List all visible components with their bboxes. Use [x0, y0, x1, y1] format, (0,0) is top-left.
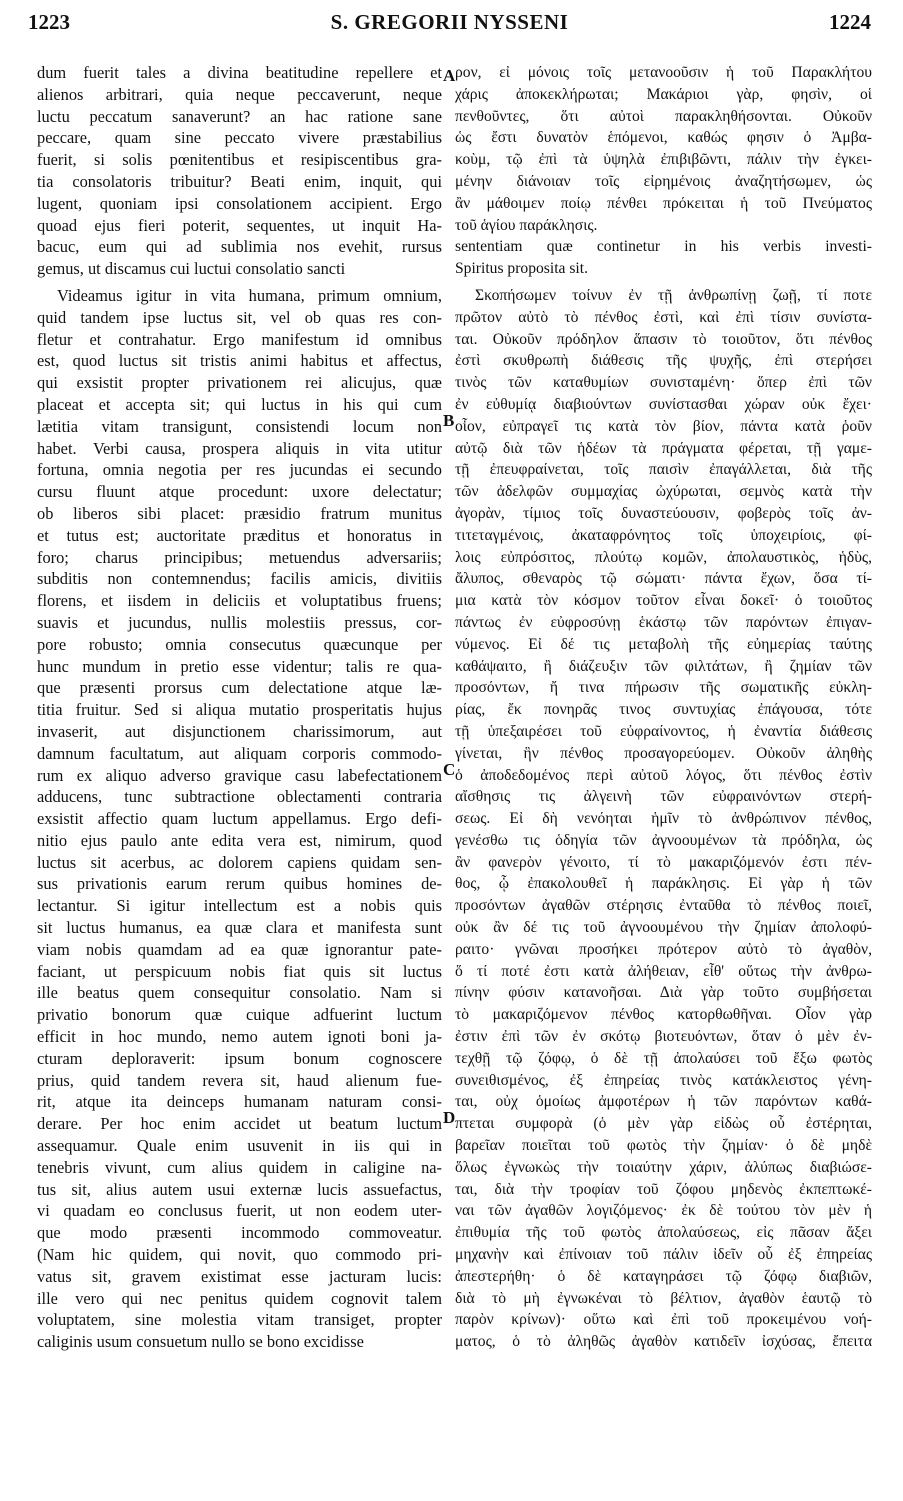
- greek-text-line: ται, διὰ τὴν τροφίαν τοῦ ζόφου μηδενὸς ἐκπεπτωκέ-: [455, 1180, 872, 1198]
- latin-text-line: luctu peccatum sanaverunt? an hac ratione sane: [37, 106, 442, 126]
- greek-text-line: νύμενος. Εἰ δέ τις μεταβολὴ τῆς εὐημερίας ταύτης: [455, 635, 872, 653]
- greek-text-line: ται. Οὐκοῦν πρόδηλον ἅπασιν τὸ τοιοῦτον, ὅτι πένθος: [455, 330, 872, 348]
- greek-text-line: μια κατὰ τὸν κόσμον τοῦτον εἶναι δοκεῖ· ὁ τοιοῦτος: [455, 592, 872, 610]
- latin-text-line: quid tandem ipse luctus sit, vel ob quas res con-: [37, 307, 442, 327]
- greek-text-line: τὸ μακαριζόμενον πένθος κατορθωθῆναι. Οἷον γὰρ: [455, 1006, 872, 1024]
- greek-text-line: ἐν εὐθυμίᾳ διαβιούντων συνίστασθαι χώραν οὐκ ἔχει·: [455, 395, 872, 413]
- left-page-number: 1223: [28, 10, 70, 34]
- latin-text-line: sit luctus humanus, ea quæ clara et manifesta sunt: [37, 918, 442, 938]
- latin-text-line: adducens, tunc subtractione oblectamenti contraria: [37, 787, 442, 807]
- latin-text-line: rit, atque ita deinceps humanam naturam consi-: [37, 1092, 442, 1112]
- latin-text-line: quoad ejus fieri poterit, sequentes, ut inquit Ha-: [37, 215, 442, 235]
- greek-text-line: συνειθισμένος, ἐξ ἐπηρείας τινὸς κατάκλειστος γένη-: [455, 1071, 872, 1089]
- latin-text-line: tenebris vivunt, cum alius quidem in caligine na-: [37, 1157, 442, 1177]
- latin-text-line: sus privationis earum rerum quibus homines de-: [37, 874, 442, 894]
- latin-column: [37, 62, 442, 1353]
- latin-text-line: gemus, ut discamus cui luctui consolatio sancti: [37, 259, 346, 279]
- greek-text-line: ρίας, ἔκ πονηρᾶς τινος συντυχίας ἐπάγουσα, τότε: [455, 701, 872, 719]
- latin-text-line: prius, quid tandem revera sit, haud alienum fue-: [37, 1070, 442, 1090]
- latin-text-line: damnum facultatum, aut aliquam corporis commodo-: [37, 743, 442, 763]
- section-marker-a: A: [443, 66, 456, 85]
- section-marker-c: C: [443, 760, 456, 779]
- latin-text-line: Videamus igitur in vita humana, primum omnium,: [57, 285, 442, 305]
- greek-text-line: ἐστιν ἐπὶ τῶν ἐν σκότῳ βιοτευόντων, ὅταν ὁ μὲν ἐν-: [455, 1028, 872, 1046]
- right-page-number: 1224: [829, 10, 871, 34]
- greek-text-line: καθάψαιτο, ἢ διάζευξιν τῶν φιλτάτων, ἢ ζημίαν τῶν: [455, 657, 872, 675]
- greek-text-line: σεως. Εἰ δὴ νενόηται ἡμῖν τὸ ἀνθρώπινον πένθος,: [455, 810, 872, 828]
- greek-text-line: ἀπεστερήθη· ὁ δὲ καταγηράσει τῷ ζόφῳ διαβιῶν,: [455, 1267, 872, 1285]
- greek-text-line: γίνεται, ἣν πένθος προσαγορεύομεν. Οὐκοῦν ἀληθὴς: [455, 744, 872, 762]
- greek-text-line: διὰ τὸ μὴ ἐγνωκέναι τὸ βέλτιον, ἀγαθὸν ἑαυτῷ τὸ: [455, 1289, 872, 1307]
- greek-text-line: θος, ᾧ ἐπακολουθεῖ ἡ παράκλησις. Εἰ γὰρ ἡ τῶν: [455, 875, 872, 893]
- latin-text-line: qui exsistit propter privationem rei alicujus, quæ: [37, 373, 442, 393]
- latin-text-line: rum ex aliquo adverso gravique casu labefectationem: [37, 765, 442, 785]
- greek-text-line: βαρεῖαν ποιεῖται τοῦ φωτὸς τὴν ζημίαν· ὁ δὲ μηδὲ: [455, 1137, 872, 1155]
- greek-text-line: ται, οὐχ ὁμοίως ἀμφοτέρων ἡ τῶν παρόντων καθά-: [455, 1093, 872, 1111]
- latin-text-line: alienos arbitrari, quia neque peccaverunt, neque: [37, 84, 442, 104]
- latin-text-line: lætitia vitam transigunt, consistendi locum non: [37, 416, 442, 436]
- latin-text-line: peccare, quam sine peccato vivere præstabilius: [37, 128, 442, 148]
- greek-text-line: Spiritus proposita sit.: [455, 260, 588, 278]
- latin-text-line: suavis et jucundus, nullis molestiis pressus, cor-: [37, 612, 442, 632]
- latin-text-line: fortuna, omnia negotia per res jucundas ei secundo: [37, 460, 442, 480]
- latin-text-line: que modo præsenti incommodo commoveatur.: [37, 1223, 442, 1243]
- greek-text-line: πενθοῦντες, ὅτι αὐτοὶ παρακληθήσονται. Οὐκοῦν: [455, 107, 872, 125]
- latin-text-line: ille vero qui nec penitus quidem cognovit talem: [37, 1288, 442, 1308]
- latin-text-line: lectantur. Si igitur intellectum est a nobis quis: [37, 896, 442, 916]
- latin-text-line: tia consolatoris tribuitur? Beati enim, inquit, qui: [37, 171, 442, 191]
- greek-text-line: ὅλως ἐγνωκὼς τὴν τοιαύτην χάριν, ἀλύπως διαβιώσε-: [455, 1158, 872, 1176]
- greek-text-line: τῇ ἐπευφραίνεται, τοῖς παισὶν ἐπαγάλλεται, διὰ τῆς: [455, 461, 872, 479]
- latin-text-line: dum fuerit tales a divina beatitudine repellere et: [37, 63, 442, 82]
- latin-text-line: privatio bonorum quæ cuique adfuerint luctum: [37, 1005, 442, 1025]
- latin-text-line: efficit in hoc mundo, nemo autem ignoti boni ja-: [37, 1027, 442, 1047]
- greek-text-line: τῇ ὑπεξαιρέσει τοῦ εὐφραίνοντος, ἡ ἐναντία διάθεσις: [455, 722, 872, 740]
- latin-text-line: caliginis usum consuetum nullo se bono excidisse: [37, 1332, 364, 1352]
- greek-text-line: λοις εὐπρόσιτος, πλούτῳ κομῶν, ἀπολαυστικὸς, ἡδὺς,: [455, 548, 872, 566]
- greek-text-line: ραιτο· γνῶναι προσήκει πρότερον αὐτὸ τὸ ἀγαθὸν,: [455, 940, 872, 958]
- section-marker-d: D: [443, 1108, 456, 1127]
- greek-text-line: χάρις ἀποκεκλήρωται; Μακάριοι γὰρ, φησὶν, οἱ: [455, 85, 872, 103]
- greek-text-line: ἀγορὰν, τίμιος τοῖς δυναστεύουσιν, φοβερὸς τοῖς ἀν-: [455, 504, 872, 522]
- greek-text-line: αὐτῷ διὰ τῶν ἡδέων τὰ πράγματα φέρεται, τῇ γαμε-: [455, 439, 872, 457]
- greek-text-line: ἂν φανερὸν γένοιτο, τί τὸ μακαριζόμενόν ἐστι πέν-: [455, 853, 872, 871]
- latin-text-line: invaserit, aut disjunctionem charissimorum, aut: [37, 721, 442, 741]
- greek-text-line: μηχανὴν καὶ ἐπίνοιαν τοῦ πάλιν ἰδεῖν οὗ ἐξ ἐπηρείας: [455, 1246, 872, 1264]
- latin-text-line: ob liberos sibi placet: præsidio fratrum munitus: [37, 503, 442, 523]
- latin-text-line: faciant, ut perspicuum nobis fiat quis sit luctus: [37, 961, 442, 981]
- greek-text-line: ὡς ἔστι δυνατὸν ἑπόμενοι, καθώς φησιν ὁ Ἀμβα-: [455, 129, 872, 147]
- greek-text-line: ναι τῶν ἀγαθῶν λογιζόμενος· ἐκ δὲ τούτου τὸν μὲν ἡ: [455, 1202, 872, 1220]
- latin-text-line: lugent, quoniam ipsi consolationem accipient. Ergo: [37, 193, 442, 213]
- latin-text-line: habet. Verbi causa, prospera aliquis in vita utitur: [37, 438, 442, 458]
- running-title: S. GREGORII NYSSENI: [330, 10, 569, 34]
- greek-text-line: Σκοπήσωμεν τοίνυν ἐν τῇ ἀνθρωπίνῃ ζωῇ, τί ποτε: [475, 286, 872, 304]
- latin-text-line: tus sit, alius autem usui externæ lucis assuefactus,: [37, 1179, 442, 1199]
- latin-text-line: pore robusto; omnia consecutus quæcunque per: [37, 634, 442, 654]
- running-header: [28, 10, 871, 40]
- greek-text-line: τινὸς τῶν καταθυμίων συνισταμένη· ὅπερ ἐπὶ τῶν: [455, 374, 872, 392]
- greek-text-line: παρὸν κρίνων)· οὕτω καὶ ἐπὶ τοῦ προκειμένου νοή-: [455, 1311, 872, 1329]
- greek-text-line: πίνην φύσιν κατανοῆσαι. Διὰ γὰρ τοῦτο συμβήσεται: [455, 984, 872, 1002]
- latin-text-line: (Nam hic quidem, qui novit, quo commodo pri-: [37, 1245, 442, 1265]
- greek-column: [455, 62, 872, 1353]
- greek-text-line: προσόντων ἀγαθῶν στέρησις ἐνταῦθα τὸ πένθος ποιεῖ,: [455, 897, 872, 915]
- greek-text-line: κοὺμ, τῷ ἐπὶ τὰ ὑψηλὰ ἐπιβιβῶντι, πάλιν τὴν ἐγκει-: [455, 151, 872, 169]
- latin-text-line: luctus sit acerbus, ac dolorem capiens quidam sen-: [37, 852, 442, 872]
- latin-text-line: ille beatus quem consequitur consolatio. Nam si: [37, 983, 442, 1003]
- greek-text-line: ματος, ὁ τὸ ἀληθῶς ἀγαθὸν κατιδεῖν ἰσχύσας, ἔπειτα: [455, 1333, 872, 1351]
- section-marker-b: B: [443, 411, 455, 430]
- greek-text-line: προσόντων, ἤ τινα πήρωσιν τῆς σωματικῆς εὐκλη-: [455, 679, 872, 697]
- latin-text-line: nitio ejus paulo ante edita vera est, nimirum, quod: [37, 830, 442, 850]
- latin-text-line: que præsenti prorsus cum delectatione atque læ-: [37, 678, 442, 698]
- greek-text-line: ἂν μάθοιμεν ποίῳ πένθει πρόκειται ἡ τοῦ Πνεύματος: [455, 194, 872, 212]
- latin-text-line: et tutus est; auctoritate præditus et honoratus in: [37, 525, 442, 545]
- greek-text-line: αἴσθησις τις ἀλγεινὴ τῶν εὐφραινόντων στερή-: [455, 788, 872, 806]
- greek-text-line: sententiam quæ continetur in his verbis investi-: [455, 238, 872, 256]
- greek-text-line: γενέσθω τις ὁδηγία τῶν ἀγνοουμένων τὰ πρόδηλα, ὡς: [455, 831, 872, 849]
- latin-text-line: foro; charus principibus; metuendus adversariis;: [37, 547, 442, 567]
- latin-text-line: bacuc, eum qui ad sublimia nos evehit, rursus: [37, 237, 442, 257]
- greek-text-line: ἐστὶ σκυθρωπὴ διάθεσις τῆς ψυχῆς, ἐπὶ στερήσει: [455, 352, 872, 370]
- latin-text-line: placeat et accepta sit; qui luctus in his qui cum: [37, 394, 442, 414]
- latin-text-line: cturam deploraverit: ipsum bonum cognoscere: [37, 1048, 442, 1068]
- greek-text-line: οὐκ ἂν δέ τις τοῦ ἀγνοουμένου τὴν ζημίαν ἀπολοφύ-: [455, 919, 872, 937]
- latin-text-line: viam nobis quamdam ad ea quæ ignorantur pate-: [37, 939, 442, 959]
- greek-text-line: τιτεταγμένοις, ἀκαταφρόνητος τοῖς ὑποχειρίοις, φί-: [455, 526, 872, 544]
- latin-text-line: exsistit affectio quam luctum appellamus. Ergo defi-: [37, 809, 442, 829]
- greek-text-line: μένην διάνοιαν τοῖς εἰρημένοις ἀναζητήσωμεν, ὡς: [455, 172, 872, 190]
- greek-text-line: ρον, εἰ μόνοις τοῖς μετανοοῦσιν ἡ τοῦ Παρακλήτου: [455, 64, 872, 81]
- greek-text-line: ἐπιθυμία τῆς τοῦ φωτὸς ἀπολαύσεως, εἰς πᾶσαν ἄξει: [455, 1224, 872, 1242]
- latin-text-line: derare. Per hoc enim accidet ut beatum luctum: [37, 1114, 442, 1134]
- latin-text-line: voluptatem, sine molestia vitam transiget, propter: [37, 1310, 442, 1330]
- latin-text-line: fletur et contrahatur. Ergo manifestum id omnibus: [37, 329, 442, 349]
- latin-text-line: titia fruitur. Sed si aliqua mutatio prosperitatis hujus: [37, 700, 442, 720]
- greek-text-line: πτεται συμφορὰ (ὁ μὲν γὰρ εἰδὼς οὗ ἐστέρηται,: [455, 1115, 872, 1133]
- greek-text-line: ἄλυπος, σθεναρὸς τῷ σώματι· πάντα ἔχων, ὅσα τί-: [455, 570, 872, 588]
- greek-text-line: πάντως ἐν εὐφροσύνῃ ἑκάστῳ τῶν παρόντων ἐπιγαν-: [455, 613, 872, 631]
- latin-text-line: cursu fluunt atque procedunt: uxore delectatur;: [37, 482, 442, 502]
- latin-text-line: assequamur. Quale enim usuvenit in iis qui in: [37, 1136, 442, 1156]
- latin-text-line: vatus sit, gravem existimat esse jacturam lucis:: [37, 1266, 442, 1286]
- greek-text-line: τεχθῇ τῷ ζόφῳ, ὁ δὲ τῇ ἀπολαύσει τοῦ ἔξω φωτὸς: [455, 1049, 872, 1067]
- latin-text-line: fuerit, si solis pœnitentibus et resipiscentibus gra-: [37, 150, 442, 170]
- greek-text-line: ὁ ἀποδεδομένος περὶ αὐτοῦ λόγος, ὅτι πένθος ἐστὶν: [455, 766, 872, 784]
- latin-text-line: est, quod luctus sit tristis animi habitus et affectus,: [37, 351, 442, 371]
- greek-text-line: οἷον, εὐπραγεῖ τις κατὰ τὸν βίον, πάντα κατὰ ῥοῦν: [455, 417, 872, 435]
- greek-text-line: ὅ τί ποτέ ἐστι κατὰ ἀλήθειαν, εἶθ' οὕτως τὴν ἀνθρω-: [455, 962, 872, 980]
- latin-text-line: florens, et iisdem in deliciis et voluptatibus fruens;: [37, 591, 442, 611]
- greek-text-line: τῶν ἀδελφῶν συμμαχίας ὠχύρωται, σεμνὸς κατὰ τὴν: [455, 483, 872, 501]
- latin-text-line: vi quadam eo conclusus fuerit, ut non eodem uter-: [37, 1201, 442, 1221]
- latin-text-line: hunc mundum in pretio esse videntur; talis re qua-: [37, 656, 442, 676]
- greek-text-line: πρῶτον αὐτὸ τὸ πένθος ἐστὶ, καὶ ἐπὶ τίσιν συνίστα-: [455, 308, 872, 326]
- latin-text-line: subditis non contemnendus; facilis amicis, divitiis: [37, 569, 442, 589]
- greek-text-line: τοῦ ἁγίου παράκλησις.: [455, 216, 598, 234]
